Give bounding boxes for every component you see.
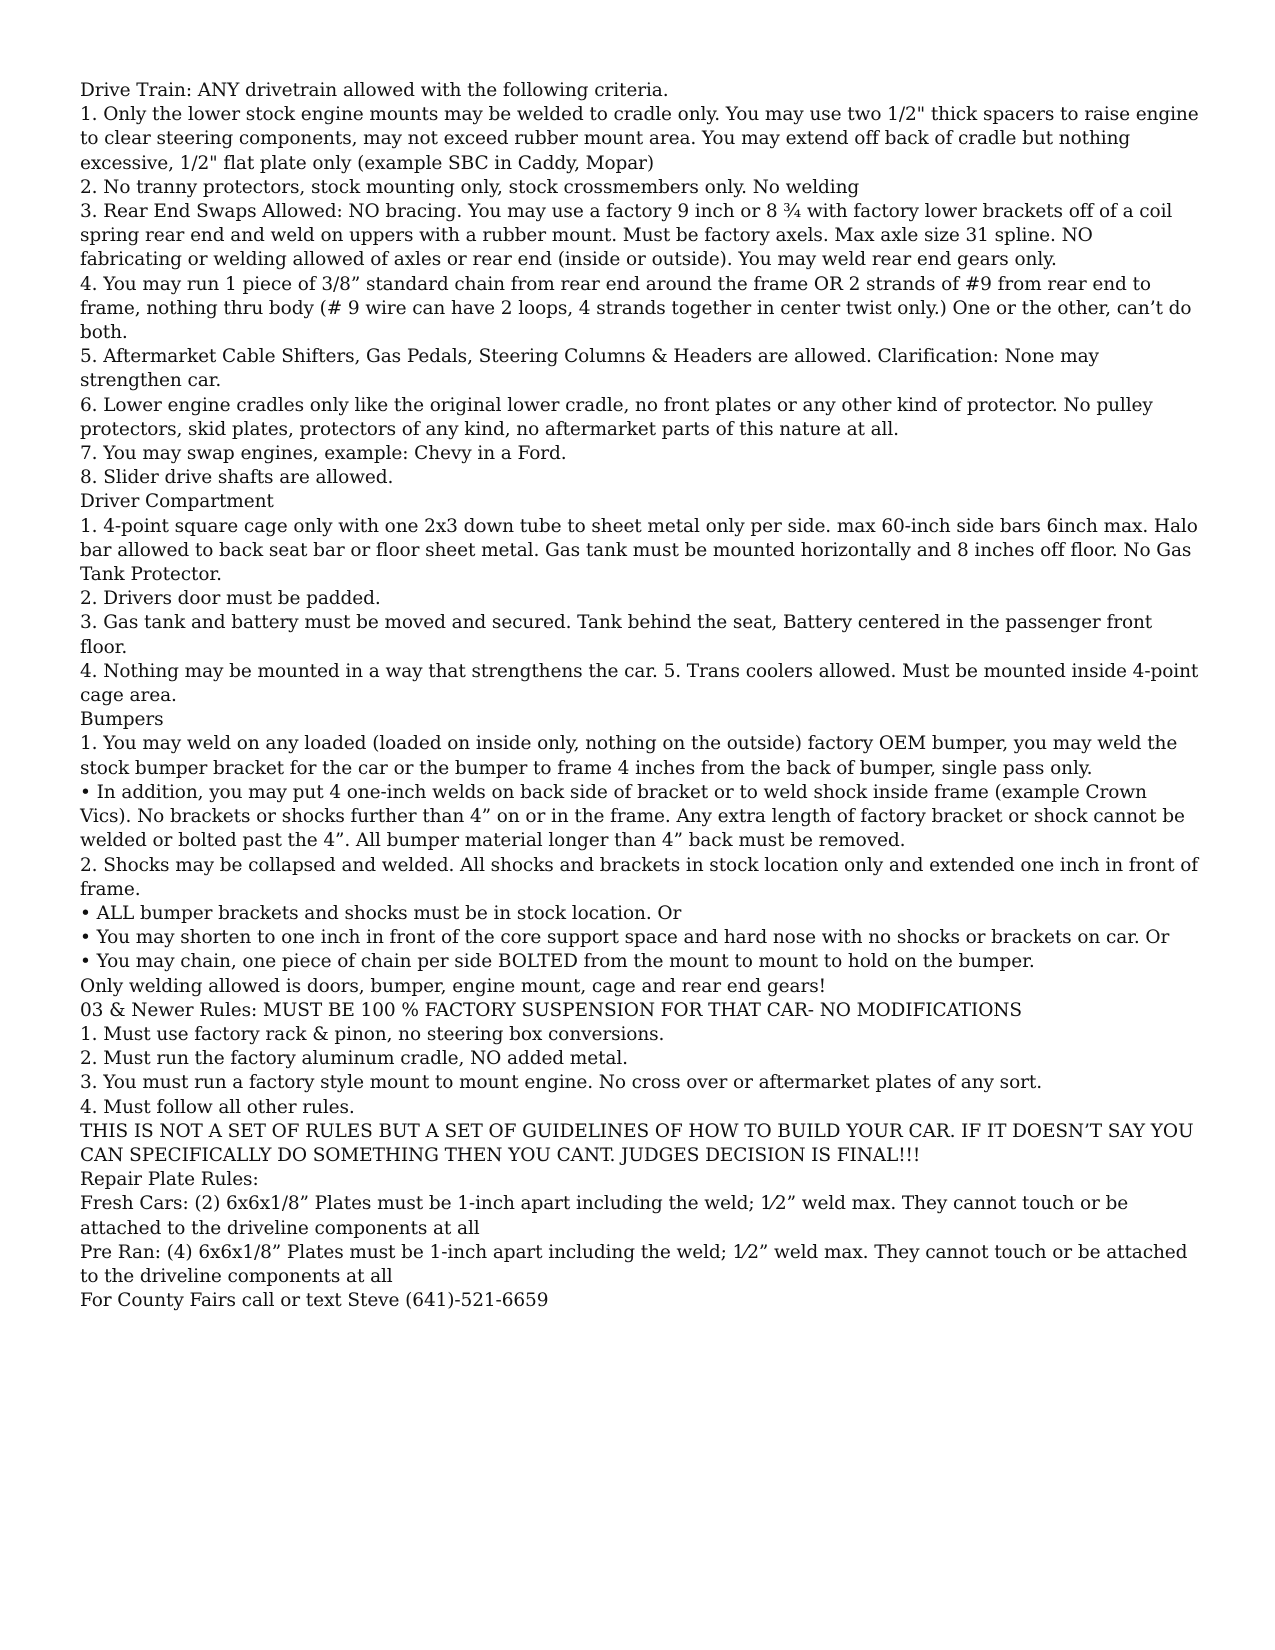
newer-rules-rule-1: 1. Must use factory rack & pinon, no steering box conversions. bbox=[80, 1023, 665, 1045]
contact-line: For County Fairs call or text Steve (641)-521-6659 bbox=[80, 1290, 549, 1312]
bumpers-rule-2: 2. Shocks may be collapsed and welded. All shocks and brackets in stock location only and extended one inch in front of frame. bbox=[80, 854, 1199, 900]
section-heading-driver-compartment: Driver Compartment bbox=[80, 491, 274, 513]
driver-compartment-rule-2: 2. Drivers door must be padded. bbox=[80, 588, 381, 610]
welding-note: Only welding allowed is doors, bumper, engine mount, cage and rear end gears! bbox=[80, 975, 826, 997]
section-heading-repair-plate: Repair Plate Rules: bbox=[80, 1169, 259, 1191]
bumpers-bullet: • You may chain, one piece of chain per side BOLTED from the mount to mount to hold on the bumper. bbox=[80, 951, 1035, 973]
drive-train-rule-6: 6. Lower engine cradles only like the original lower cradle, no front plates or any other kind of protector. No pulley protectors, skid plates, protectors of any kind, no aftermarket parts of this nature at all. bbox=[80, 394, 1153, 440]
driver-compartment-rule-4: 4. Nothing may be mounted in a way that strengthens the car. 5. Trans coolers allowed. Must be mounted inside 4-point cage area. bbox=[80, 660, 1199, 707]
drive-train-rule-5: 5. Aftermarket Cable Shifters, Gas Pedals, Steering Columns & Headers are allowed. Clarification: None may strengthen car. bbox=[80, 346, 1099, 392]
newer-rules-rule-4: 4. Must follow all other rules. bbox=[80, 1096, 355, 1118]
drive-train-rule-2: 2. No tranny protectors, stock mounting only, stock crossmembers only. No welding bbox=[80, 176, 860, 198]
section-heading-drive-train: Drive Train: ANY drivetrain allowed with the following criteria. bbox=[80, 80, 669, 101]
bumpers-bullet: • In addition, you may put 4 one-inch welds on back side of bracket or to weld shock inside frame (example Crown Vics). No brackets or shocks further than 4” on or in the frame. Any extra length of factory bracket or shock cannot be welded or bolted past the 4”. All bumper material longer than 4” back must be removed. bbox=[80, 781, 1185, 852]
drive-train-rule-8: 8. Slider drive shafts are allowed. bbox=[80, 467, 394, 489]
drive-train-rule-3: 3. Rear End Swaps Allowed: NO bracing. You may use a factory 9 inch or 8 ¾ with factory lower brackets off of a coil spring rear end and weld on uppers with a rubber mount. Must be factory axels. Max axle size 31 spline. NO fabricating or welding allowed of axles or rear end (inside or outside). You may weld rear end gears only. bbox=[80, 201, 1173, 271]
newer-rules-rule-3: 3. You must run a factory style mount to mount engine. No cross over or aftermarket plates of any sort. bbox=[80, 1072, 1042, 1094]
repair-plate-pre-ran: Pre Ran: (4) 6x6x1/8” Plates must be 1-inch apart including the weld; 1⁄2” weld max. They cannot touch or be attached to the driveline components at all bbox=[80, 1241, 1188, 1287]
bumpers-bullet: • You may shorten to one inch in front of the core support space and hard nose with no shocks or brackets on car. Or bbox=[80, 927, 1170, 949]
newer-rules-rule-2: 2. Must run the factory aluminum cradle, NO added metal. bbox=[80, 1048, 628, 1070]
rules-document bbox=[80, 79, 1200, 1313]
driver-compartment-rule-3: 3. Gas tank and battery must be moved and secured. Tank behind the seat, Battery centered in the passenger front floor. bbox=[80, 612, 1153, 658]
drive-train-rule-7: 7. You may swap engines, example: Chevy in a Ford. bbox=[80, 443, 567, 465]
section-heading-bumpers: Bumpers bbox=[80, 709, 164, 731]
guidelines-disclaimer: THIS IS NOT A SET OF RULES BUT A SET OF GUIDELINES OF HOW TO BUILD YOUR CAR. IF IT DOESN’T SAY YOU CAN SPECIFICALLY DO SOMETHING THEN YOU CANT. JUDGES DECISION IS FINAL!!! bbox=[80, 1120, 1194, 1166]
bumpers-rule-1: 1. You may weld on any loaded (loaded on inside only, nothing on the outside) factory OEM bumper, you may weld the stock bumper bracket for the car or the bumper to frame 4 inches from the back of bumper, single pass only. bbox=[80, 733, 1178, 779]
driver-compartment-rule-1: 1. 4-point square cage only with one 2x3 down tube to sheet metal only per side. max 60-inch side bars 6inch max. Halo bar allowed to back seat bar or floor sheet metal. Gas tank must be mounted horizontally and 8 inches off floor. No Gas Tank Protector. bbox=[80, 515, 1198, 586]
section-heading-newer-rules: 03 & Newer Rules: MUST BE 100 % FACTORY SUSPENSION FOR THAT CAR- NO MODIFICATIONS bbox=[80, 999, 1022, 1021]
drive-train-rule-4: 4. You may run 1 piece of 3/8” standard chain from rear end around the frame OR 2 strands of #9 from rear end to frame, nothing thru body (# 9 wire can have 2 loops, 4 strands together in center twist only.) One or the other, can’t do both. bbox=[80, 273, 1192, 344]
bumpers-bullet: • ALL bumper brackets and shocks must be in stock location. Or bbox=[80, 902, 682, 924]
drive-train-rule-1: 1. Only the lower stock engine mounts may be welded to cradle only. You may use two 1/2" thick spacers to raise engine to clear steering components, may not exceed rubber mount area. You may extend off back of cradle but nothing excessive, 1/2" flat plate only (example SBC in Caddy, Mopar) bbox=[80, 104, 1199, 174]
repair-plate-fresh-cars: Fresh Cars: (2) 6x6x1/8” Plates must be 1-inch apart including the weld; 1⁄2” weld max. They cannot touch or be attached to the driveline components at all bbox=[80, 1193, 1129, 1239]
